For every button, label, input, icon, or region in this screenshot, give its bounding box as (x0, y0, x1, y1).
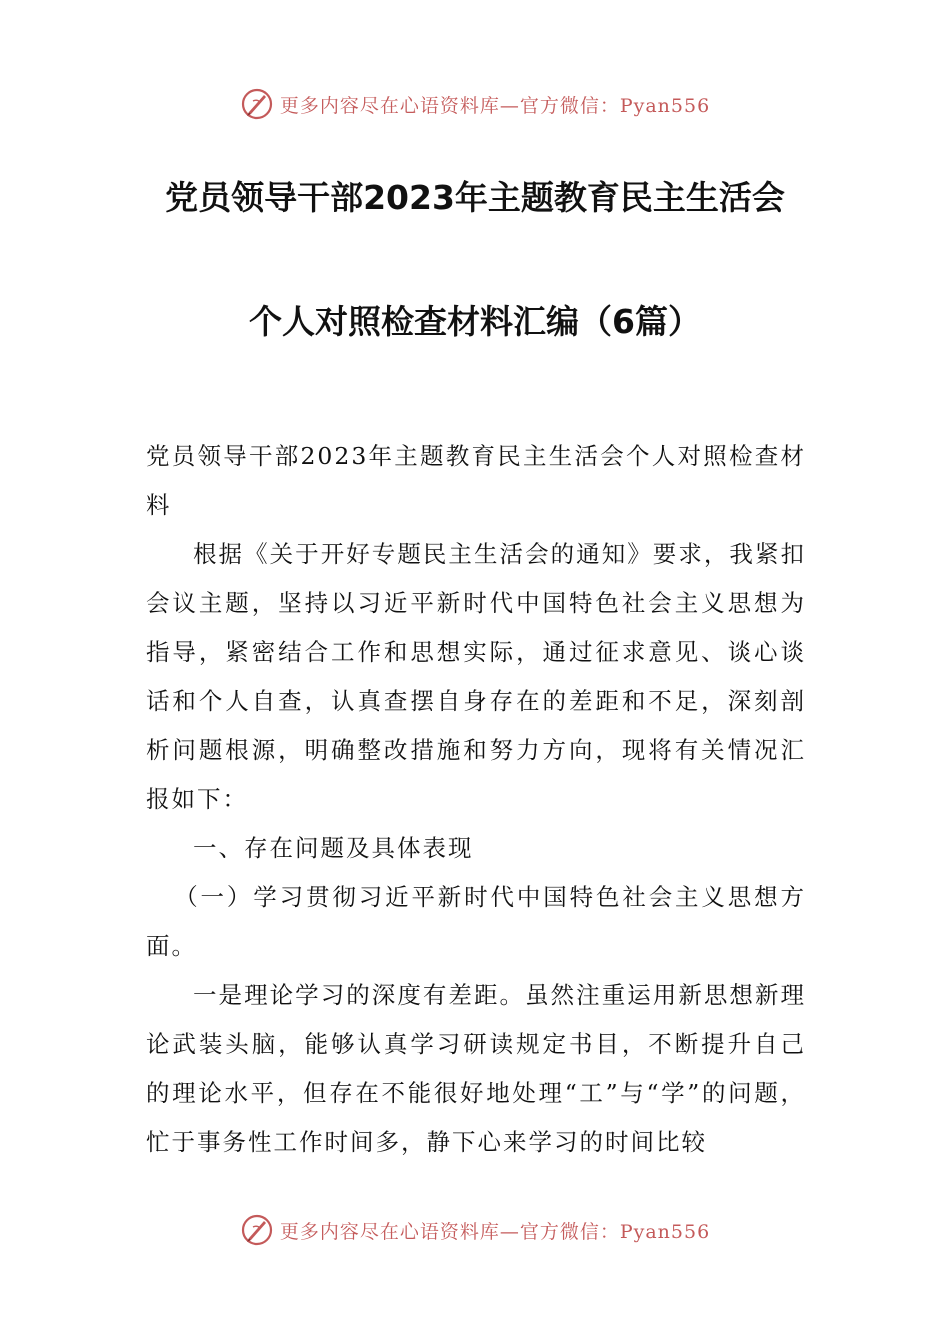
document-title-line1: 党员领导干部2023年主题教育民主生活会 (165, 178, 785, 217)
paragraph-subtitle: 党员领导干部2023年主题教育民主生活会个人对照检查材料 (146, 442, 806, 519)
watermark-text: 更多内容尽在心语资料库—官方微信：Pyan556 (279, 1220, 711, 1243)
section-heading: 一、存在问题及具体表现 (193, 834, 474, 862)
footer-watermark (0, 1210, 950, 1250)
document-title-line2: 个人对照检查材料汇编（6篇） (249, 302, 701, 341)
quill-pen-logo-icon (240, 1213, 274, 1247)
paragraph-point-one: 一是理论学习的深度有差距。虽然注重运用新思想新理论武装头脑，能够认真学习研读规定书目，不断提升自己的理论水平，但存在不能很好地处理“工”与“学”的问题，忙于事务性工作时间多，静下心来学习的时间比较 (146, 981, 806, 1156)
subsection-heading: （一）学习贯彻习近平新时代中国特色社会主义思想方面。 (146, 883, 806, 960)
paragraph-intro: 根据《关于开好专题民主生活会的通知》要求，我紧扣会议主题，坚持以习近平新时代中国特色社会主义思想为指导，紧密结合工作和思想实际，通过征求意见、谈心谈话和个人自查，认真查摆自身存在的差距和不足，深刻剖析问题根源，明确整改措施和努力方向，现将有关情况汇报如下： (146, 540, 806, 813)
document-body (146, 432, 806, 1167)
watermark-text: 更多内容尽在心语资料库—官方微信：Pyan556 (279, 94, 711, 117)
header-watermark (0, 84, 950, 124)
quill-pen-logo-icon (240, 87, 274, 121)
